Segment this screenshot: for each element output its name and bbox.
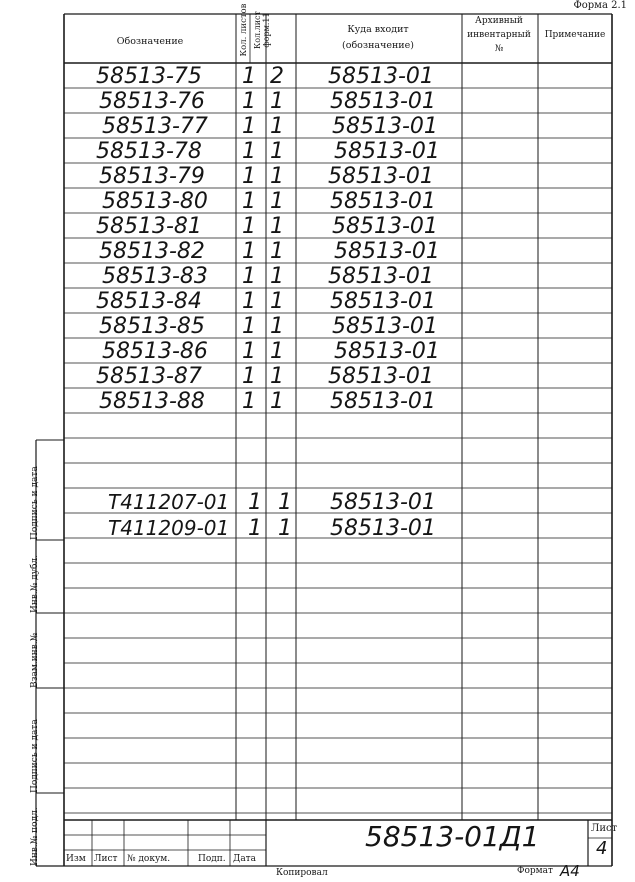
sheet-label: Лист	[591, 823, 618, 834]
row-where-used: 58513-01	[334, 139, 440, 164]
header-format-sheets: Кол.лист форм.11	[253, 11, 271, 49]
row-designation: 58513-76	[99, 89, 205, 114]
row-where-used: 58513-01	[328, 164, 434, 189]
row-where-used: 58513-01	[328, 64, 434, 89]
row-format-sheets: 1	[270, 339, 284, 364]
row-format-sheets: 1	[270, 189, 284, 214]
row-designation: Т411209-01	[108, 516, 230, 540]
row-sheets: 1	[242, 64, 256, 89]
row-designation: 58513-84	[96, 289, 202, 314]
header-where-used-sub: (обозначение)	[342, 40, 414, 51]
row-designation: Т411207-01	[108, 490, 230, 514]
header-archive-2: инвентарный	[467, 30, 531, 40]
row-where-used: 58513-01	[330, 490, 436, 515]
row-format-sheets: 1	[270, 114, 284, 139]
row-designation: 58513-83	[102, 264, 208, 289]
row-where-used: 58513-01	[330, 189, 436, 214]
row-designation: 58513-87	[96, 364, 202, 389]
row-designation: 58513-86	[102, 339, 208, 364]
row-sheets: 1	[242, 314, 256, 339]
row-sheets: 1	[242, 139, 256, 164]
row-format-sheets: 1	[270, 239, 284, 264]
side-label-dup-inv: Инв.№ дубл.	[30, 555, 40, 613]
row-format-sheets: 1	[270, 364, 284, 389]
row-where-used: 58513-01	[334, 239, 440, 264]
header-archive-3: №	[494, 44, 504, 54]
row-where-used: 58513-01	[330, 389, 436, 414]
title-col-sheet: Лист	[94, 854, 118, 864]
title-col-change: Изм	[66, 854, 86, 864]
row-format-sheets: 1	[270, 264, 284, 289]
header-sheets-count: Кол. листов	[239, 3, 249, 57]
header-where-used: Куда входит	[347, 24, 409, 35]
document-number: 58513-01Д1	[365, 820, 540, 853]
row-where-used: 58513-01	[330, 289, 436, 314]
row-format-sheets: 1	[270, 89, 284, 114]
row-where-used: 58513-01	[332, 114, 438, 139]
row-format-sheets: 1	[278, 490, 292, 515]
row-sheets: 1	[242, 364, 256, 389]
row-sheets: 1	[242, 164, 256, 189]
row-designation: 58513-85	[99, 314, 205, 339]
row-format-sheets: 2	[270, 64, 284, 89]
row-sheets: 1	[242, 339, 256, 364]
row-sheets: 1	[248, 516, 262, 541]
row-sheets: 1	[242, 189, 256, 214]
row-designation: 58513-75	[96, 64, 202, 89]
side-label-replace-inv: Взам.инв.№	[30, 632, 40, 688]
row-sheets: 1	[248, 490, 262, 515]
row-sheets: 1	[242, 214, 256, 239]
title-col-doc: № докум.	[127, 854, 171, 864]
header-designation: Обозначение	[116, 36, 184, 47]
row-where-used: 58513-01	[332, 314, 438, 339]
sheet-number: 4	[596, 838, 608, 859]
row-where-used: 58513-01	[328, 264, 434, 289]
row-format-sheets: 1	[270, 389, 284, 414]
side-label-signature-date-1: Подпись и дата	[30, 466, 40, 540]
row-where-used: 58513-01	[330, 516, 436, 541]
row-format-sheets: 1	[270, 164, 284, 189]
format-value: А4	[560, 862, 580, 880]
title-col-sign: Подп.	[198, 854, 226, 864]
row-format-sheets: 1	[270, 289, 284, 314]
row-designation: 58513-81	[96, 214, 202, 239]
row-designation: 58513-88	[99, 389, 205, 414]
row-sheets: 1	[242, 114, 256, 139]
form-label: Форма 2.1	[573, 0, 627, 11]
row-format-sheets: 1	[270, 314, 284, 339]
row-where-used: 58513-01	[328, 364, 434, 389]
row-designation: 58513-79	[99, 164, 205, 189]
row-designation: 58513-80	[102, 189, 208, 214]
side-label-orig-inv: Инв.№ подл.	[30, 807, 40, 866]
row-designation: 58513-77	[102, 114, 208, 139]
title-col-date: Дата	[233, 854, 257, 864]
row-sheets: 1	[242, 264, 256, 289]
row-format-sheets: 1	[278, 516, 292, 541]
row-where-used: 58513-01	[332, 214, 438, 239]
row-where-used: 58513-01	[334, 339, 440, 364]
row-sheets: 1	[242, 289, 256, 314]
side-label-signature-date-2: Подпись и дата	[30, 719, 40, 793]
row-sheets: 1	[242, 239, 256, 264]
row-designation: 58513-82	[99, 239, 205, 264]
row-format-sheets: 1	[270, 139, 284, 164]
format-label: Формат	[517, 866, 553, 876]
header-archive-1: Архивный	[475, 16, 523, 26]
row-sheets: 1	[242, 389, 256, 414]
row-sheets: 1	[242, 89, 256, 114]
copied-label: Копировал	[276, 868, 328, 878]
header-notes: Примечание	[544, 30, 606, 40]
row-designation: 58513-78	[96, 139, 202, 164]
row-where-used: 58513-01	[330, 89, 436, 114]
row-format-sheets: 1	[270, 214, 284, 239]
